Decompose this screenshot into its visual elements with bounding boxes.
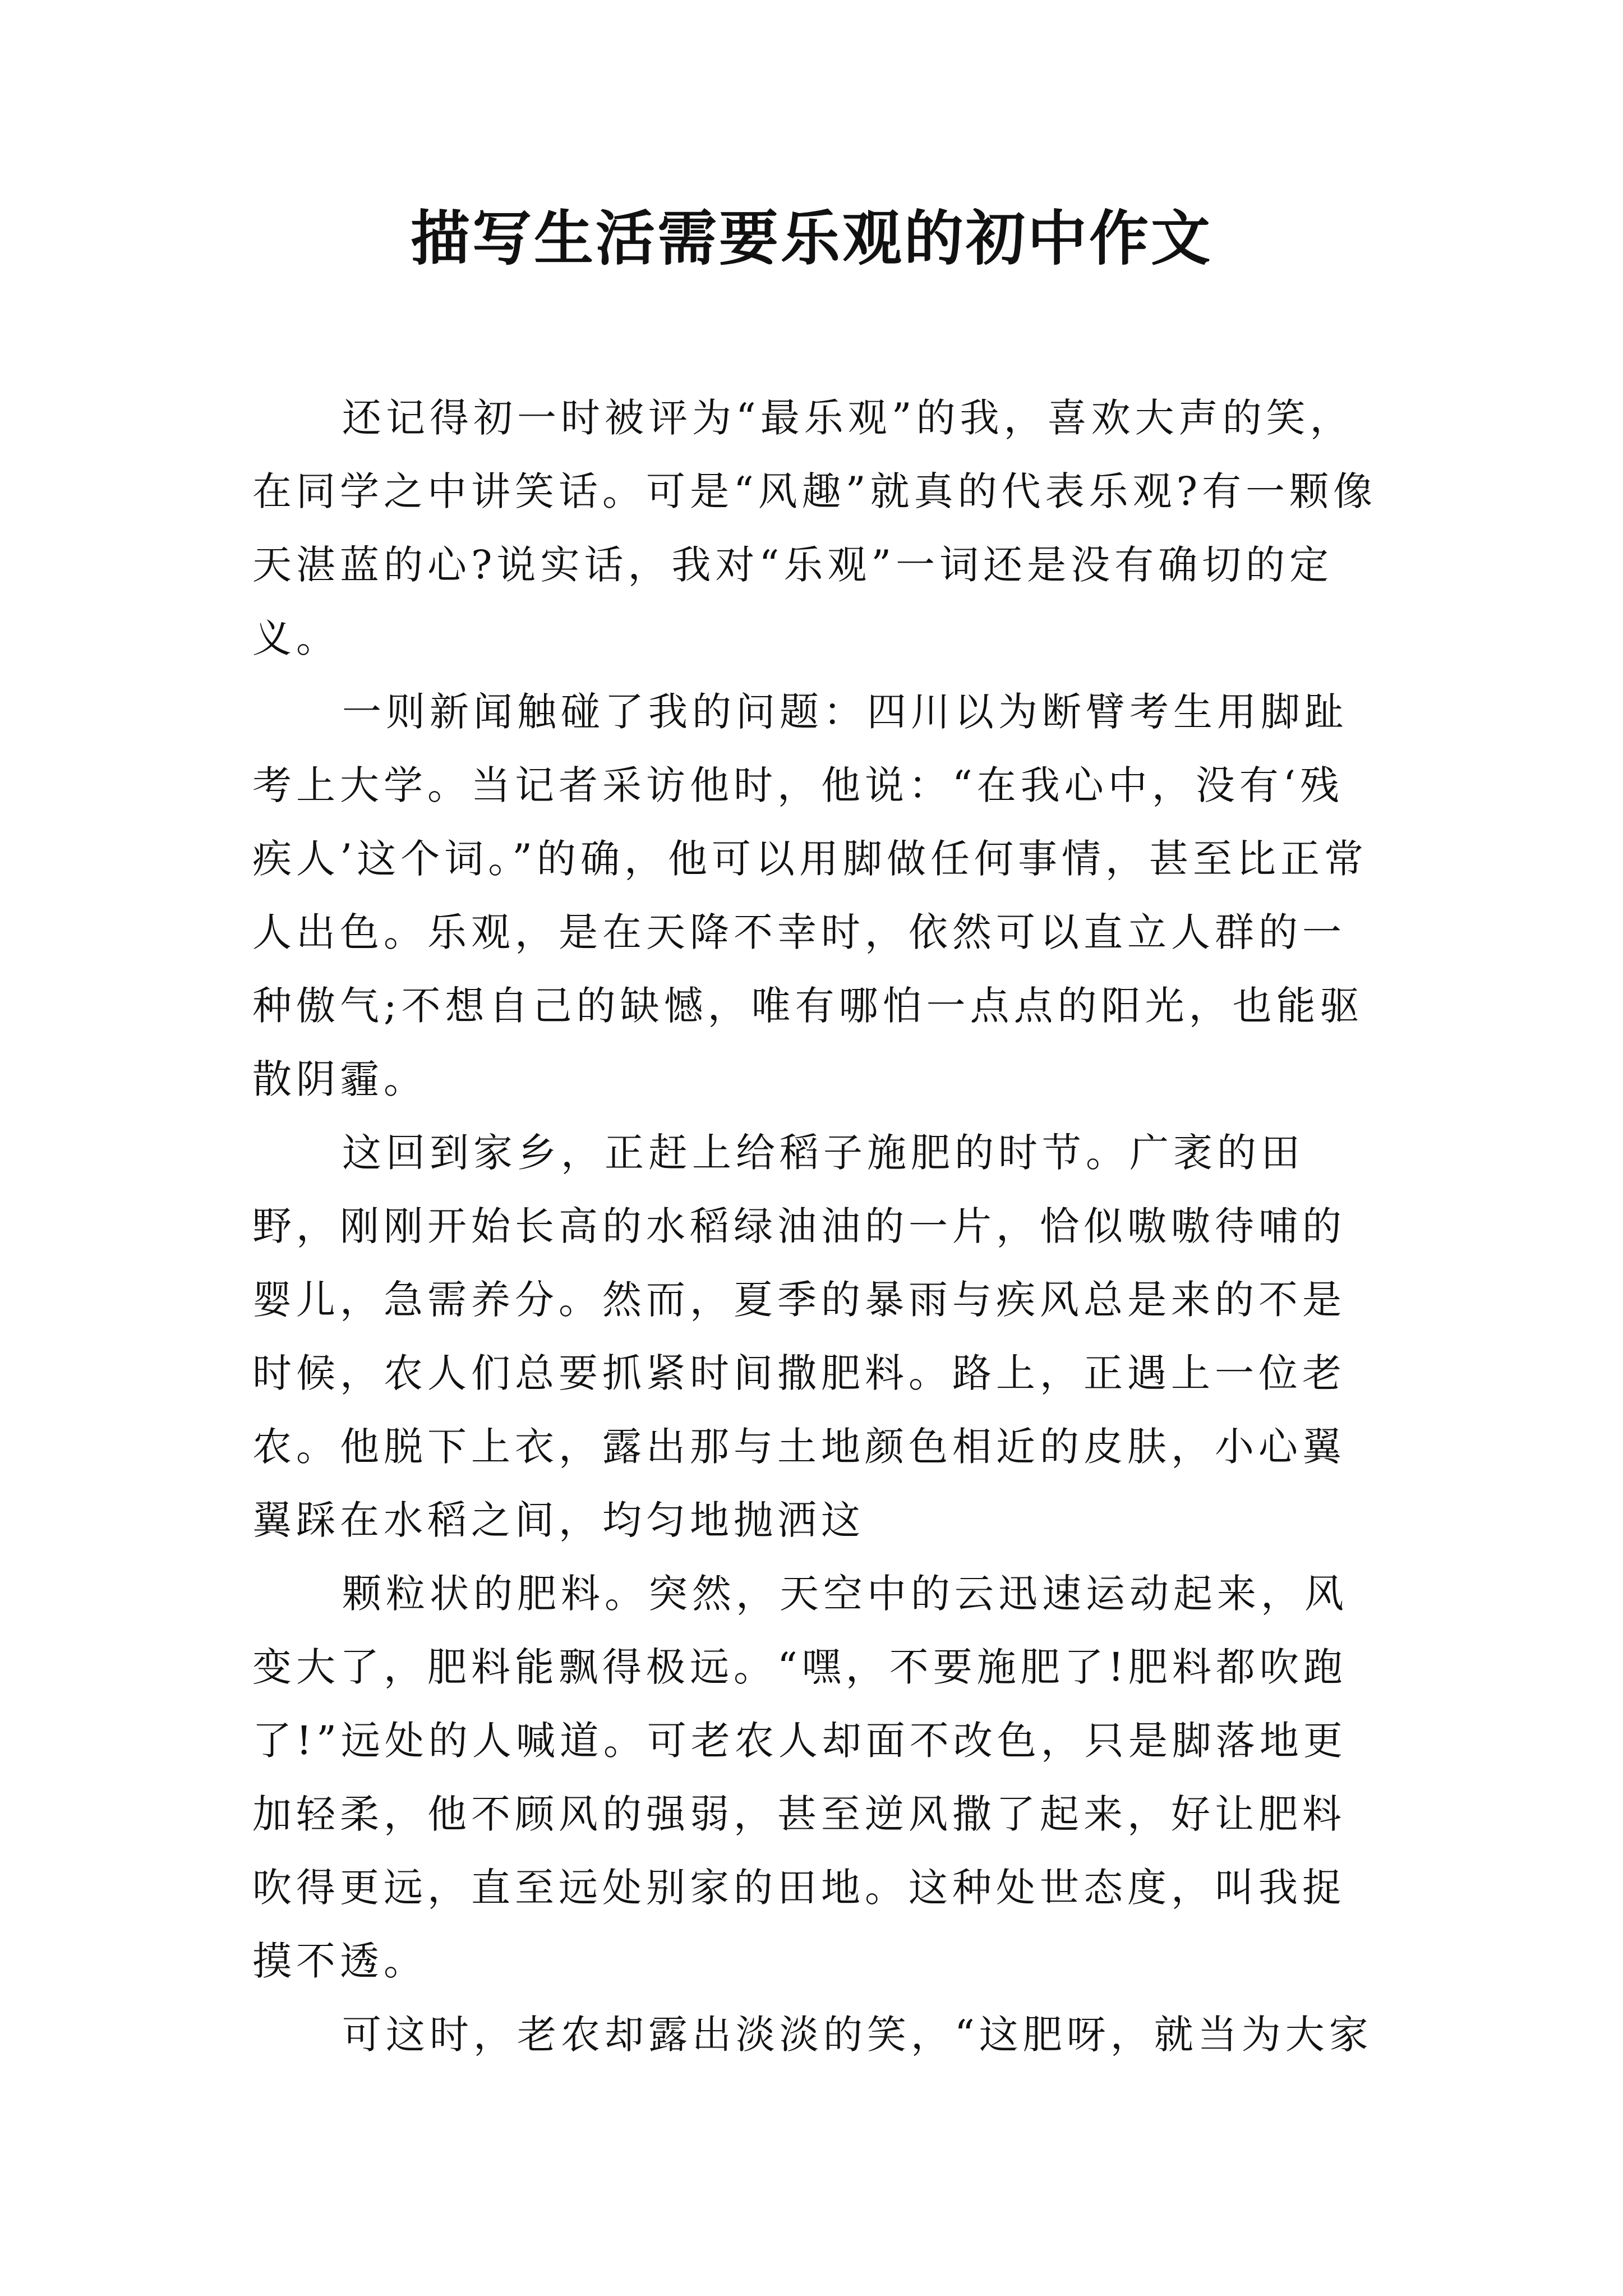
document-title: 描写生活需要乐观的初中作文: [411, 203, 1212, 273]
paragraph-2: 一则新闻触碰了我的问题：四川以为断臂考生用脚趾考上大学。当记者采访他时，他说：“在我心中，没有‘残疾人’这个词。”的确，他可以用脚做任何事情，甚至比正常人出色。乐观，是在天降不幸时，依然可以直立人群的一种傲气;不想自己的缺憾，唯有哪怕一点点的阳光，也能驱散阴霾。: [252, 689, 1368, 1102]
paragraph-1: 还记得初一时被评为“最乐观”的我，喜欢大声的笑，在同学之中讲笑话。可是“风趣”就真的代表乐观?有一颗像天湛蓝的心?说实话，我对“乐观”一词还是没有确切的定义。: [252, 395, 1377, 661]
paragraph-5: 可这时，老农却露出淡淡的笑，“这肥呀，就当为大家: [342, 2012, 1373, 2058]
document-body: [252, 381, 1380, 2072]
paragraph-4: 颗粒状的肥料。突然，天空中的云迅速运动起来，风变大了，肥料能飘得极远。“嘿，不要施肥了!肥料都吹跑了!”远处的人喊道。可老农人却面不改色，只是脚落地更加轻柔，他不顾风的强弱，甚至逆风撒了起来，好让肥料吹得更远，直至远处别家的田地。这种处世态度，叫我捉摸不透。: [252, 1571, 1348, 1984]
paragraph-3: 这回到家乡，正赶上给稻子施肥的时节。广袤的田野，刚刚开始长高的水稻绿油油的一片，恰似嗷嗷待哺的婴儿，急需养分。然而，夏季的暴雨与疾风总是来的不是时候，农人们总要抓紧时间撒肥料。路上，正遇上一位老农。他脱下上衣，露出那与土地颜色相近的皮肤，小心翼翼踩在水稻之间，均匀地抛洒这: [252, 1130, 1346, 1543]
